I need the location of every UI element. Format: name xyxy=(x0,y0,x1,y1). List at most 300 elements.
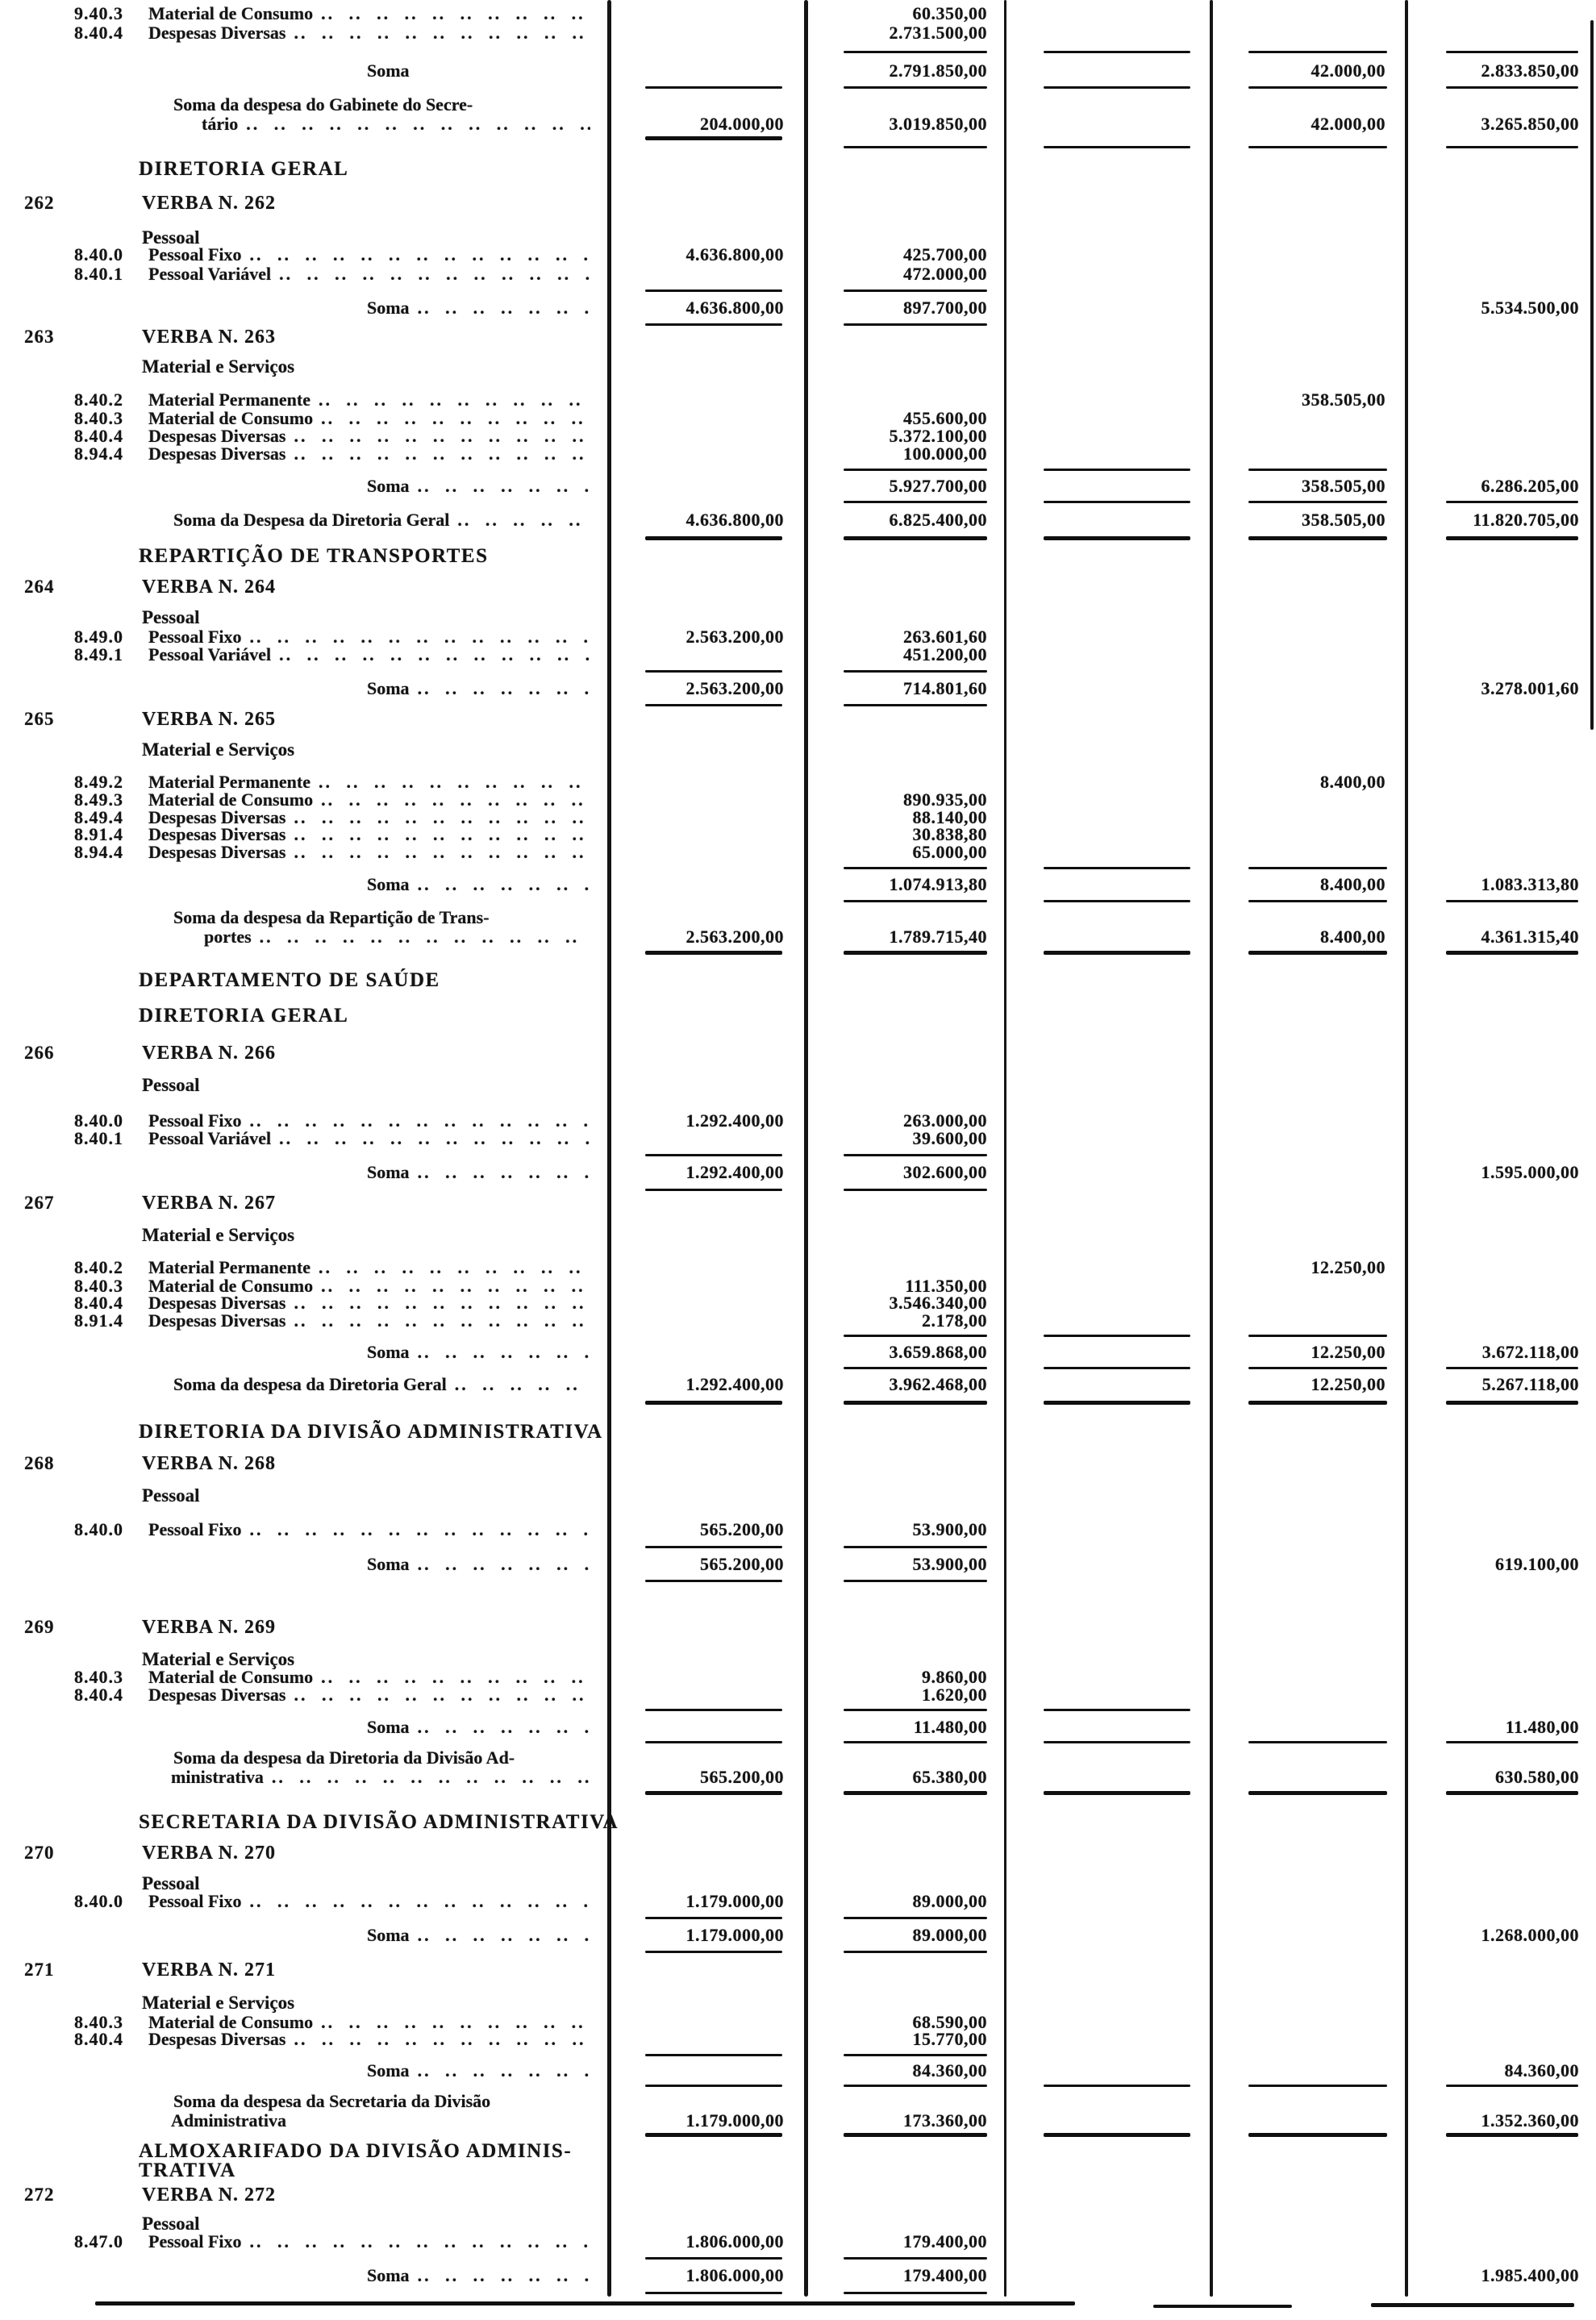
row-code: 8.49.4 xyxy=(74,807,123,827)
row-code: 8.91.4 xyxy=(74,1310,123,1331)
row-label: Despesas Diversas xyxy=(148,807,286,827)
sum-rule-c2 xyxy=(844,469,987,471)
amount-c1: 565.200,00 xyxy=(700,1519,784,1539)
sum-rule-c4 xyxy=(1248,536,1387,540)
sum-rule-c4 xyxy=(1248,146,1387,148)
sum-rule-c2 xyxy=(844,2085,987,2087)
amount-c4: 358.505,00 xyxy=(1302,510,1386,530)
sum-rule-c1 xyxy=(645,670,782,673)
amount-c2: 65.380,00 xyxy=(912,1767,987,1787)
sum-rule-c2 xyxy=(844,51,987,53)
soma-label: Soma xyxy=(367,298,410,318)
section-sum-label: ministrativa xyxy=(171,1767,264,1787)
sum-rule-c5 xyxy=(1446,501,1578,503)
verba-number: 267 xyxy=(24,1193,55,1213)
table-row xyxy=(0,22,1596,44)
sum-rule-c3 xyxy=(1044,2085,1190,2087)
amount-c2: 2.178,00 xyxy=(922,1310,987,1331)
amount-c2: 5.927.700,00 xyxy=(889,476,987,496)
table-row xyxy=(0,158,1596,181)
sum-rule-c2 xyxy=(844,146,987,148)
sum-rule-c2 xyxy=(844,1546,987,1548)
sum-rule-c5 xyxy=(1446,146,1578,148)
row-code: 8.49.2 xyxy=(74,772,123,792)
amount-c4: 42.000,00 xyxy=(1311,60,1386,81)
amount-c4: 12.250,00 xyxy=(1311,1257,1386,1277)
amount-c5: 5.534.500,00 xyxy=(1481,298,1579,318)
verba-number: 268 xyxy=(24,1453,55,1473)
sum-rule-c5 xyxy=(1446,1741,1578,1743)
soma-label: Soma xyxy=(367,2265,410,2285)
subsection-label: Pessoal xyxy=(142,607,200,627)
amount-c5: 5.267.118,00 xyxy=(1481,1374,1579,1394)
row-label: Pessoal Fixo xyxy=(148,1891,242,1911)
row-code: 8.91.4 xyxy=(74,824,123,844)
table-row xyxy=(0,1485,1596,1507)
row-label: Pessoal Fixo xyxy=(148,244,242,264)
amount-c2: 68.590,00 xyxy=(912,2012,987,2032)
table-row xyxy=(0,708,1596,731)
table-row xyxy=(0,2184,1596,2206)
amount-c1: 1.806.000,00 xyxy=(685,2231,784,2251)
amount-c1: 565.200,00 xyxy=(700,1554,784,1574)
sum-rule-c5 xyxy=(1446,1367,1578,1369)
row-code: 8.40.4 xyxy=(74,2029,123,2049)
page-bottom-rule xyxy=(95,2301,1075,2305)
section-sum-label-line1: Soma da despesa da Diretoria da Divisão Ad- xyxy=(173,1747,515,1768)
table-row xyxy=(0,576,1596,598)
amount-c5: 11.480,00 xyxy=(1505,1717,1579,1737)
amount-c2: 455.600,00 xyxy=(903,408,987,428)
sum-rule-c4 xyxy=(1248,867,1387,869)
soma-label: Soma xyxy=(367,1717,410,1737)
sum-rule-c1 xyxy=(645,2133,782,2137)
verba-title: VERBA N. 270 xyxy=(142,1843,277,1864)
sum-rule-c2 xyxy=(844,1367,987,1369)
section-header: REPARTIÇÃO DE TRANSPORTES xyxy=(139,545,489,567)
amount-c2: 3.019.850,00 xyxy=(889,114,987,134)
sum-rule-c5 xyxy=(1446,1791,1578,1795)
row-label: Despesas Diversas xyxy=(148,426,286,446)
subsection-label: Material e Serviços xyxy=(142,739,295,760)
table-row xyxy=(0,942,1596,964)
table-row xyxy=(0,356,1596,378)
amount-c2: 1.789.715,40 xyxy=(889,927,987,947)
sum-rule-c1 xyxy=(645,2085,782,2087)
sum-rule-c2 xyxy=(844,1580,987,1582)
table-row xyxy=(0,137,1596,160)
row-label: Material Permanente xyxy=(148,389,310,410)
verba-title: VERBA N. 268 xyxy=(142,1453,277,1474)
section-sum-label-line1: Soma da despesa da Repartição de Trans- xyxy=(173,907,490,927)
sum-rule-c2 xyxy=(844,704,987,706)
amount-c4: 42.000,00 xyxy=(1311,114,1386,134)
table-row xyxy=(0,545,1596,568)
sum-rule-c2 xyxy=(844,900,987,902)
sum-rule-c2 xyxy=(844,2292,987,2294)
sum-rule-c4 xyxy=(1248,2133,1387,2137)
sum-rule-c4 xyxy=(1248,469,1387,471)
verba-number: 265 xyxy=(24,709,55,729)
sum-rule-c5 xyxy=(1446,536,1578,540)
amount-c2: 1.074.913,80 xyxy=(889,874,987,894)
sum-rule-c1 xyxy=(645,2292,782,2294)
table-row xyxy=(0,1811,1596,1834)
amount-c1: 1.292.400,00 xyxy=(685,1110,784,1131)
sum-rule-c3 xyxy=(1044,2133,1190,2137)
row-code: 8.40.0 xyxy=(74,1110,123,1131)
row-label: Pessoal Variável xyxy=(148,1128,272,1148)
sum-rule-c3 xyxy=(1044,1401,1190,1405)
subsection-label: Material e Serviços xyxy=(142,1225,295,1245)
sum-rule-c1 xyxy=(645,1709,782,1711)
amount-c2: 3.962.468,00 xyxy=(889,1374,987,1394)
sum-rule-c1 xyxy=(645,1189,782,1191)
row-code: 8.94.4 xyxy=(74,444,123,464)
row-code: 8.49.1 xyxy=(74,644,123,664)
subsection-label: Pessoal xyxy=(142,2214,200,2234)
amount-c2: 451.200,00 xyxy=(903,644,987,664)
sum-rule-c4 xyxy=(1248,51,1387,53)
sum-rule-c2 xyxy=(844,86,987,89)
amount-c5: 1.985.400,00 xyxy=(1481,2265,1579,2285)
sum-rule-c2 xyxy=(844,1709,987,1711)
amount-c2: 173.360,00 xyxy=(903,2110,987,2130)
amount-c5: 1.083.313,80 xyxy=(1481,874,1579,894)
section-header: DEPARTAMENTO DE SAÚDE xyxy=(139,969,440,991)
amount-c2: 100.000,00 xyxy=(903,444,987,464)
row-label: Material de Consumo xyxy=(148,789,314,810)
verba-number: 263 xyxy=(24,327,55,347)
amount-c5: 6.286.205,00 xyxy=(1481,476,1579,496)
sum-rule-c4 xyxy=(1248,900,1387,902)
table-row xyxy=(0,1452,1596,1475)
section-header-line1: ALMOXARIFADO DA DIVISÃO ADMINIS- xyxy=(139,2140,573,2162)
sum-rule-c3 xyxy=(1044,501,1190,503)
row-label: Material Permanente xyxy=(148,1257,310,1277)
verba-number: 269 xyxy=(24,1617,55,1637)
amount-c5: 3.278.001,60 xyxy=(1481,678,1579,698)
amount-c2: 263.000,00 xyxy=(903,1110,987,1131)
soma-label: Soma xyxy=(367,60,410,81)
sum-rule-c5 xyxy=(1446,1401,1578,1405)
sum-rule-c1 xyxy=(645,1741,782,1743)
row-label: Despesas Diversas xyxy=(148,1293,286,1313)
table-row xyxy=(0,1392,1596,1414)
amount-c2: 890.935,00 xyxy=(903,789,987,810)
row-label: Material de Consumo xyxy=(148,3,314,23)
soma-label: Soma xyxy=(367,1162,410,1182)
row-code: 8.40.1 xyxy=(74,1128,123,1148)
sum-rule-c2 xyxy=(844,1917,987,1919)
amount-c1: 4.636.800,00 xyxy=(685,298,784,318)
row-label: Despesas Diversas xyxy=(148,1310,286,1331)
amount-c1: 4.636.800,00 xyxy=(685,510,784,530)
amount-c1: 2.563.200,00 xyxy=(685,627,784,647)
amount-c2: 53.900,00 xyxy=(912,1519,987,1539)
table-row xyxy=(0,1192,1596,1214)
amount-c2: 263.601,60 xyxy=(903,627,987,647)
amount-c2: 60.350,00 xyxy=(912,3,987,23)
amount-c2: 2.731.500,00 xyxy=(889,23,987,43)
sum-rule-c2 xyxy=(844,1335,987,1337)
row-code: 8.40.3 xyxy=(74,408,123,428)
sum-rule-c3 xyxy=(1044,51,1190,53)
amount-c5: 1.595.000,00 xyxy=(1481,1162,1579,1182)
sum-rule-c1 xyxy=(645,1791,782,1795)
amount-c2: 425.700,00 xyxy=(903,244,987,264)
amount-c1: 1.179.000,00 xyxy=(685,1925,784,1945)
dot-leaders xyxy=(294,22,591,44)
sum-rule-c2 xyxy=(844,2257,987,2260)
soma-label: Soma xyxy=(367,874,410,894)
sum-rule-c2 xyxy=(844,1741,987,1743)
row-label: Material Permanente xyxy=(148,772,310,792)
amount-c2: 84.360,00 xyxy=(912,2060,987,2081)
amount-c4: 358.505,00 xyxy=(1302,389,1386,410)
row-label: Pessoal Fixo xyxy=(148,1519,242,1539)
row-label: Despesas Diversas xyxy=(148,842,286,862)
amount-c2: 302.600,00 xyxy=(903,1162,987,1182)
row-code: 8.40.0 xyxy=(74,1519,123,1539)
row-label: Material de Consumo xyxy=(148,2012,314,2032)
page-bottom-rule xyxy=(1153,2305,1292,2308)
sum-rule-c1 xyxy=(645,86,782,89)
row-code: 8.40.4 xyxy=(74,23,123,43)
sum-rule-c2 xyxy=(844,501,987,503)
section-sum-label: portes xyxy=(204,927,252,947)
amount-c1: 1.179.000,00 xyxy=(685,1891,784,1911)
sum-rule-c2 xyxy=(844,1791,987,1795)
sum-rule-c2 xyxy=(844,867,987,869)
row-label: Material de Consumo xyxy=(148,408,314,428)
amount-c2: 897.700,00 xyxy=(903,298,987,318)
sum-rule-c3 xyxy=(1044,146,1190,148)
amount-c1: 1.292.400,00 xyxy=(685,1374,784,1394)
sum-rule-c3 xyxy=(1044,469,1190,471)
row-code: 8.40.4 xyxy=(74,426,123,446)
sum-rule-c1 xyxy=(645,1546,782,1548)
sum-rule-c5 xyxy=(1446,51,1578,53)
amount-c4: 8.400,00 xyxy=(1320,927,1386,947)
section-sum-label-line1: Soma da despesa da Secretaria da Divisão xyxy=(173,2091,491,2111)
row-code: 8.40.4 xyxy=(74,1293,123,1313)
verba-title: VERBA N. 266 xyxy=(142,1043,277,1064)
sum-rule-c4 xyxy=(1248,1335,1387,1337)
section-header: DIRETORIA GERAL xyxy=(139,1005,349,1027)
sum-rule-c5 xyxy=(1446,951,1578,955)
row-label: Despesas Diversas xyxy=(148,824,286,844)
subsection-label: Material e Serviços xyxy=(142,1649,295,1669)
verba-title: VERBA N. 267 xyxy=(142,1193,277,1214)
table-row xyxy=(0,1421,1596,1443)
soma-label: Soma xyxy=(367,678,410,698)
table-row xyxy=(0,739,1596,761)
amount-c2: 9.860,00 xyxy=(922,1667,987,1687)
row-code: 8.47.0 xyxy=(74,2231,123,2251)
sum-rule-c4 xyxy=(1248,501,1387,503)
amount-c2: 39.600,00 xyxy=(912,1128,987,1148)
section-header: SECRETARIA DA DIVISÃO ADMINISTRATIVA xyxy=(139,1811,619,1833)
sum-rule-c1 xyxy=(645,1580,782,1582)
sum-rule-c4 xyxy=(1248,1741,1387,1743)
verba-number: 266 xyxy=(24,1043,55,1063)
row-label: Despesas Diversas xyxy=(148,2029,286,2049)
row-label: Despesas Diversas xyxy=(148,444,286,464)
amount-c2: 89.000,00 xyxy=(912,1925,987,1945)
amount-c1: 1.179.000,00 xyxy=(685,2110,784,2130)
verba-title: VERBA N. 272 xyxy=(142,2185,277,2205)
sum-rule-c5 xyxy=(1446,86,1578,89)
subsection-label: Material e Serviços xyxy=(142,1993,295,2013)
amount-c2: 179.400,00 xyxy=(903,2231,987,2251)
row-code: 8.40.3 xyxy=(74,2012,123,2032)
amount-c1: 204.000,00 xyxy=(700,114,784,134)
verba-title: VERBA N. 271 xyxy=(142,1960,277,1981)
sum-rule-c5 xyxy=(1446,900,1578,902)
sum-rule-c2 xyxy=(844,1154,987,1156)
soma-label: Soma xyxy=(367,2060,410,2081)
section-sum-label: Soma da despesa da Diretoria Geral xyxy=(173,1374,447,1394)
amount-c2: 88.140,00 xyxy=(912,807,987,827)
table-row xyxy=(0,1224,1596,1247)
amount-c5: 1.352.360,00 xyxy=(1481,2110,1579,2130)
section-sum-label: Administrativa xyxy=(171,2110,286,2130)
table-row xyxy=(0,1782,1596,1805)
table-row xyxy=(0,1042,1596,1064)
sum-rule-c1 xyxy=(645,289,782,292)
row-code: 8.40.3 xyxy=(74,1667,123,1687)
verba-title: VERBA N. 264 xyxy=(142,577,277,598)
amount-c2: 65.000,00 xyxy=(912,842,987,862)
subsection-label: Pessoal xyxy=(142,1485,200,1506)
row-code: 8.40.4 xyxy=(74,1685,123,1705)
sum-rule-c3 xyxy=(1044,1741,1190,1743)
soma-label: Soma xyxy=(367,476,410,496)
table-row xyxy=(0,969,1596,992)
sum-rule-c3 xyxy=(1044,1335,1190,1337)
verba-title: VERBA N. 262 xyxy=(142,193,277,214)
row-code: 8.40.3 xyxy=(74,1276,123,1296)
row-label: Pessoal Fixo xyxy=(148,627,242,647)
sum-rule-c3 xyxy=(1044,86,1190,89)
row-label: Despesas Diversas xyxy=(148,1685,286,1705)
section-sum-label-line1: Soma da despesa do Gabinete do Secre- xyxy=(173,94,473,115)
sum-rule-c3 xyxy=(1044,1367,1190,1369)
amount-c5: 1.268.000,00 xyxy=(1481,1925,1579,1945)
section-header-line2: TRATIVA xyxy=(139,2160,236,2181)
amount-c2: 3.659.868,00 xyxy=(889,1342,987,1362)
verba-title: VERBA N. 263 xyxy=(142,327,277,348)
sum-rule-c4 xyxy=(1248,1791,1387,1795)
amount-c4: 12.250,00 xyxy=(1311,1374,1386,1394)
amount-c2: 472.000,00 xyxy=(903,264,987,284)
amount-c4: 12.250,00 xyxy=(1311,1342,1386,1362)
verba-number: 262 xyxy=(24,193,55,213)
sum-rule-c1 xyxy=(645,704,782,706)
amount-c2: 89.000,00 xyxy=(912,1891,987,1911)
row-code: 8.40.0 xyxy=(74,244,123,264)
page-bottom-rule xyxy=(1371,2303,1574,2307)
row-label: Pessoal Variável xyxy=(148,644,272,664)
amount-c1: 565.200,00 xyxy=(700,1767,784,1787)
amount-c2: 15.770,00 xyxy=(912,2029,987,2049)
amount-c5: 630.580,00 xyxy=(1495,1767,1579,1787)
amount-c4: 358.505,00 xyxy=(1302,476,1386,496)
section-sum-label: Soma da Despesa da Diretoria Geral xyxy=(173,510,450,530)
sum-rule-c2 xyxy=(844,1401,987,1405)
sum-rule-c3 xyxy=(1044,867,1190,869)
table-row xyxy=(0,1616,1596,1639)
amount-c2: 2.791.850,00 xyxy=(889,60,987,81)
verba-number: 264 xyxy=(24,577,55,597)
sum-rule-c4 xyxy=(1248,2085,1387,2087)
amount-c2: 3.546.340,00 xyxy=(889,1293,987,1313)
amount-c5: 84.360,00 xyxy=(1504,2060,1579,2081)
row-code: 8.40.1 xyxy=(74,264,123,284)
row-description xyxy=(148,22,590,44)
amount-c5: 4.361.315,40 xyxy=(1481,927,1579,947)
table-row xyxy=(0,1571,1596,1593)
section-sum-label: tário xyxy=(202,114,239,134)
verba-title: VERBA N. 269 xyxy=(142,1617,277,1638)
subsection-label: Pessoal xyxy=(142,227,200,248)
amount-c4: 8.400,00 xyxy=(1320,874,1386,894)
table-row xyxy=(0,2140,1596,2185)
sum-rule-c2 xyxy=(844,2133,987,2137)
sum-rule-c3 xyxy=(1044,1709,1190,1711)
sum-rule-c1 xyxy=(645,2257,782,2260)
row-label: Pessoal Fixo xyxy=(148,1110,242,1131)
amount-c1: 2.563.200,00 xyxy=(685,678,784,698)
sum-rule-c2 xyxy=(844,951,987,955)
amount-c5: 2.833.850,00 xyxy=(1481,60,1579,81)
table-row xyxy=(0,1005,1596,1027)
sum-rule-c2 xyxy=(844,2054,987,2056)
row-code: 8.49.0 xyxy=(74,627,123,647)
amount-c5: 11.820.705,00 xyxy=(1473,510,1579,530)
sum-rule-c1 xyxy=(645,951,782,955)
sum-rule-c2 xyxy=(844,1189,987,1191)
amount-c5: 3.672.118,00 xyxy=(1481,1342,1579,1362)
amount-c2: 179.400,00 xyxy=(903,2265,987,2285)
sum-rule-c4 xyxy=(1248,951,1387,955)
amount-c2: 30.838,80 xyxy=(912,824,987,844)
section-header: DIRETORIA DA DIVISÃO ADMINISTRATIVA xyxy=(139,1421,603,1443)
sum-rule-c2 xyxy=(844,1951,987,1953)
verba-number: 272 xyxy=(24,2185,55,2205)
amount-c2: 53.900,00 xyxy=(912,1554,987,1574)
verba-title: VERBA N. 265 xyxy=(142,709,277,730)
amount-c4: 8.400,00 xyxy=(1320,772,1386,792)
row-code: 8.40.2 xyxy=(74,389,123,410)
soma-label: Soma xyxy=(367,1342,410,1362)
amount-c5: 3.265.850,00 xyxy=(1481,114,1579,134)
sum-rule-c5 xyxy=(1446,2133,1578,2137)
sum-rule-c4 xyxy=(1248,86,1387,89)
soma-label: Soma xyxy=(367,1925,410,1945)
soma-label: Soma xyxy=(367,1554,410,1574)
row-label: Material de Consumo xyxy=(148,1667,314,1687)
amount-c2: 6.825.400,00 xyxy=(889,510,987,530)
amount-c1: 4.636.800,00 xyxy=(685,244,784,264)
row-label: Pessoal Variável xyxy=(148,264,272,284)
verba-number: 271 xyxy=(24,1960,55,1980)
table-row xyxy=(0,1074,1596,1097)
sum-rule-c3 xyxy=(1044,900,1190,902)
amount-c1: 2.563.200,00 xyxy=(685,927,784,947)
sum-rule-c5 xyxy=(1446,2085,1578,2087)
